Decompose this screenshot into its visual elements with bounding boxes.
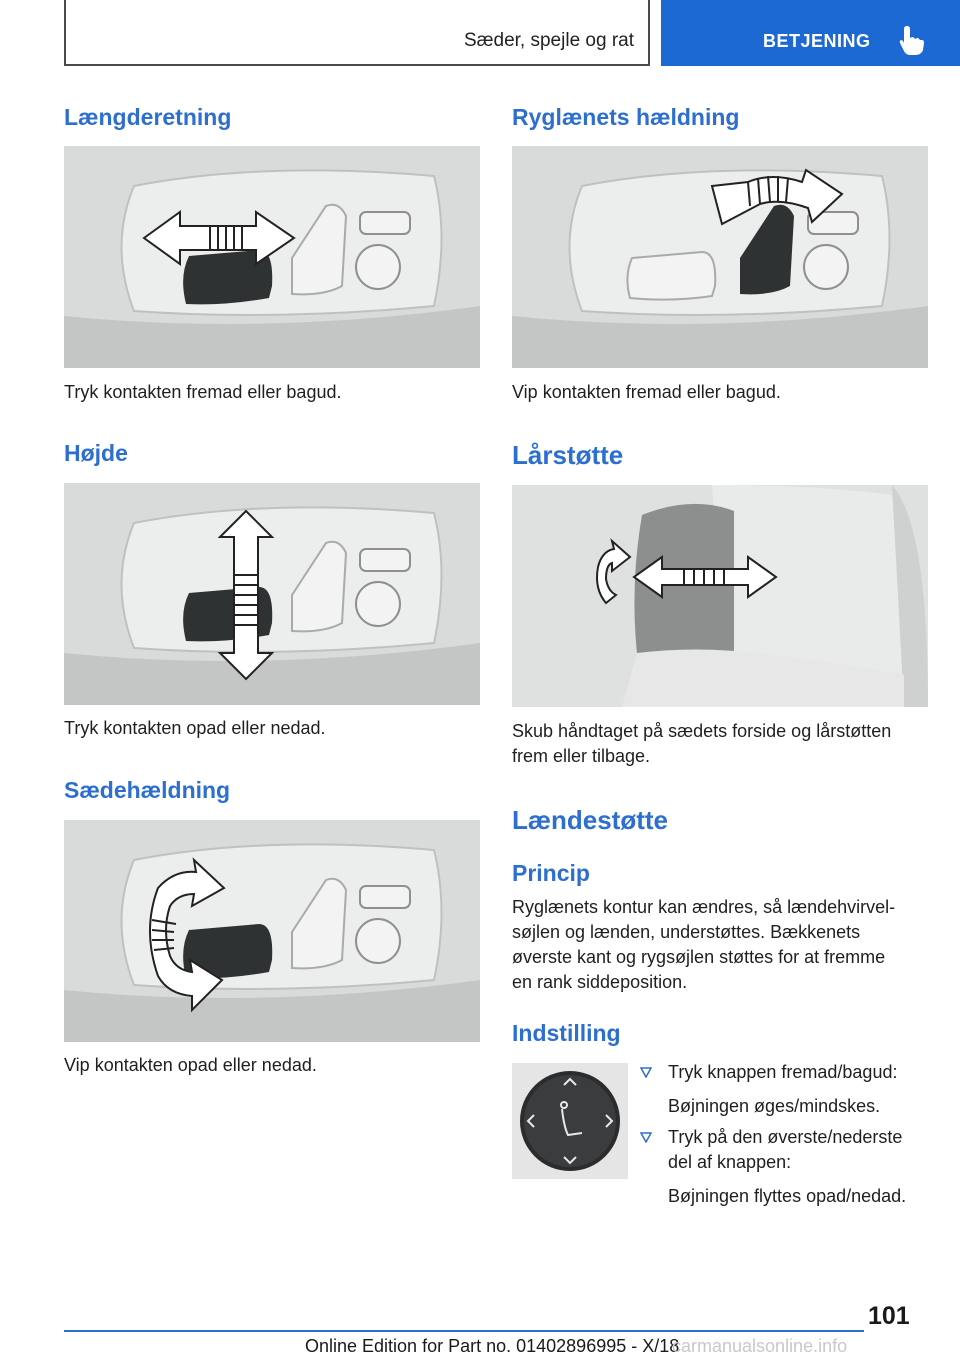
- body-line: øverste kant og rygsøjlen støttes for at fremme: [512, 947, 886, 967]
- header-breadcrumb-box: [64, 0, 650, 66]
- thigh-support-image: [512, 485, 928, 707]
- caption-laengderetning: Tryk kontakten fremad eller bagud.: [64, 382, 342, 402]
- breadcrumb: Sæder, spejle og rat: [463, 30, 634, 51]
- triangle-bullet-icon: [640, 1066, 652, 1078]
- caption-laarstoette: [512, 719, 891, 769]
- heading-laarstoette: Lårstøtte: [512, 440, 624, 470]
- section-title: BETJENING: [763, 31, 871, 51]
- subheading-princip: Princip: [512, 860, 590, 886]
- heading-hoejde: Højde: [64, 440, 128, 466]
- caption-saedehaeldning: Vip kontakten opad eller nedad.: [64, 1055, 317, 1075]
- seat-control-image-height: [64, 483, 480, 705]
- bullet-line: Tryk knappen fremad/bagud:: [668, 1062, 898, 1082]
- heading-laendestoette: Lændestøtte: [512, 805, 668, 835]
- seat-control-image-tilt: [64, 820, 480, 1042]
- body-line: søjlen og lænden, understøttes. Bækkenets: [512, 922, 861, 942]
- body-princip: [512, 895, 895, 995]
- heading-saedehaeldning: Sædehældning: [64, 777, 231, 803]
- heading-ryglaenets-haeldning: Ryglænets hældning: [512, 104, 740, 130]
- subheading-indstilling: Indstilling: [512, 1020, 621, 1046]
- bullet-item-2: [640, 1125, 940, 1209]
- seat-control-image-backrest: [512, 146, 928, 368]
- heading-laengderetning: Længderetning: [64, 104, 232, 130]
- triangle-bullet-icon: [640, 1131, 652, 1143]
- seat-control-image-length: [64, 146, 480, 368]
- watermark: carmanualsonline.info: [672, 1336, 848, 1356]
- caption-line: Skub håndtaget på sædets forside og lårstøtten: [512, 721, 892, 741]
- bullet-line: Bøjningen øges/mindskes.: [668, 1096, 881, 1116]
- body-line: Ryglænets kontur kan ændres, så lændehvirvel-: [512, 897, 896, 917]
- hand-pointer-icon: [897, 24, 927, 56]
- footer-divider: [64, 1330, 864, 1332]
- caption-line: frem eller tilbage.: [512, 746, 651, 766]
- edition-text: Online Edition for Part no. 01402896995 - X/18: [305, 1336, 680, 1356]
- caption-ryglaenets-haeldning: Vip kontakten fremad eller bagud.: [512, 382, 781, 402]
- bullet-item-1: [640, 1060, 940, 1119]
- section-tab: [661, 0, 960, 66]
- page-number: 101: [868, 1302, 910, 1330]
- caption-hoejde: Tryk kontakten opad eller nedad.: [64, 718, 326, 738]
- lumbar-knob-image: [512, 1063, 628, 1179]
- bullet-line: del af knappen:: [668, 1152, 792, 1172]
- bullet-line: Tryk på den øverste/nederste: [668, 1127, 903, 1147]
- body-line: en rank siddeposition.: [512, 972, 688, 992]
- bullet-line: Bøjningen flyttes opad/nedad.: [668, 1186, 907, 1206]
